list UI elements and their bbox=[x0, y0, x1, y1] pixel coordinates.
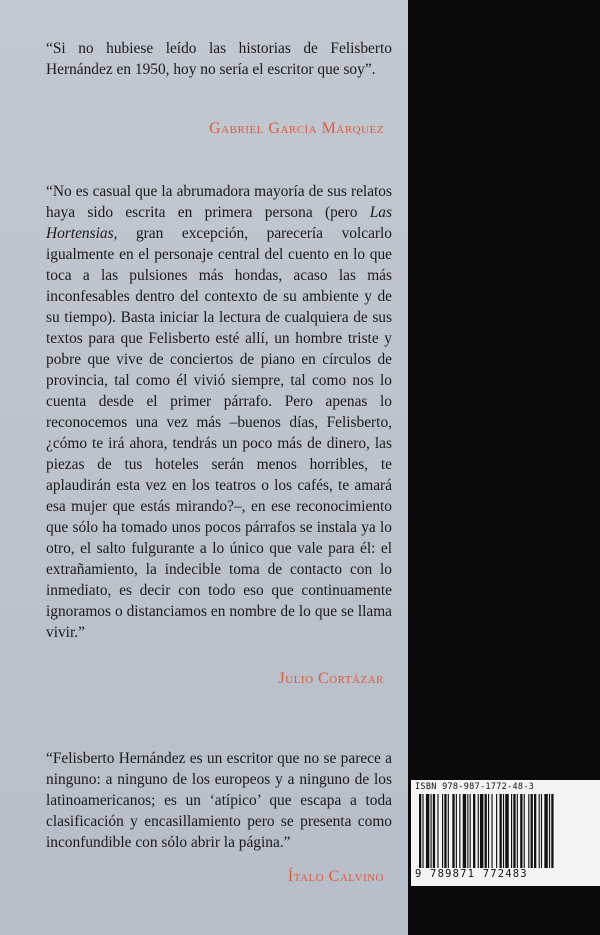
quote-author-calvino: Ítalo Calvino bbox=[287, 868, 384, 885]
barcode-bar bbox=[426, 794, 429, 868]
barcode bbox=[411, 780, 600, 886]
barcode-bar bbox=[539, 794, 540, 868]
quote-text: “Felisberto Hernández es un escritor que no se parece a ninguno: a ninguno de los europeos y a ninguno de los latinoamericanos; es un ‘atípico’ que escapa a toda clasificación y encasillamiento pero se presenta como inconfundible con sólo abrir la página.” bbox=[46, 750, 392, 851]
barcode-bar bbox=[463, 794, 466, 868]
barcode-bar bbox=[549, 794, 550, 868]
quote-garcia-marquez bbox=[46, 38, 392, 80]
barcode-bar bbox=[531, 794, 533, 868]
barcode-bar bbox=[422, 794, 423, 868]
barcode-bar bbox=[452, 794, 454, 868]
quote-text: “Si no hubiese leído las historias de Felisberto Hernández en 1950, hoy no sería el escritor que soy”. bbox=[46, 40, 392, 78]
barcode-bar bbox=[511, 794, 512, 868]
barcode-bar bbox=[431, 794, 432, 868]
barcode-bar bbox=[551, 794, 553, 868]
barcode-bar bbox=[485, 794, 487, 868]
barcode-bar bbox=[544, 794, 547, 868]
barcode-bar bbox=[503, 794, 504, 868]
barcode-bar bbox=[478, 794, 479, 868]
barcode-bar bbox=[419, 794, 421, 868]
book-title: Las Hortensias bbox=[46, 204, 392, 242]
barcode-bar bbox=[505, 794, 508, 868]
barcode-bar bbox=[500, 794, 502, 868]
barcode-bar bbox=[437, 794, 438, 868]
barcode-bar bbox=[513, 794, 515, 868]
barcode-bar bbox=[528, 794, 529, 868]
barcode-bar bbox=[517, 794, 518, 868]
isbn-label: ISBN 978-987-1772-48-3 bbox=[415, 782, 535, 792]
barcode-bar bbox=[456, 794, 457, 868]
barcode-bar bbox=[442, 794, 443, 868]
barcode-bar bbox=[488, 794, 489, 868]
quote-text-part: “No es casual que la abrumadora mayoría de sus relatos haya sido escrita en primera persona (pero bbox=[46, 183, 392, 221]
barcode-bar bbox=[473, 794, 475, 868]
barcode-bar bbox=[433, 794, 435, 868]
barcode-bar bbox=[444, 794, 446, 868]
quote-author-garcia-marquez: Gabriel García Márquez bbox=[209, 120, 384, 137]
barcode-bar bbox=[470, 794, 471, 868]
barcode-bar bbox=[448, 794, 449, 868]
barcode-digits: 9 789871 772483 bbox=[415, 868, 528, 880]
quote-cortazar bbox=[46, 181, 392, 643]
quote-calvino bbox=[46, 748, 392, 853]
quote-author-cortazar: Julio Cortázar bbox=[278, 670, 384, 687]
barcode-bar bbox=[467, 794, 468, 868]
barcode-bar bbox=[491, 794, 492, 868]
barcode-bars bbox=[419, 794, 591, 868]
quote-text bbox=[46, 181, 392, 643]
barcode-bar bbox=[534, 794, 536, 868]
quote-text-part: , gran excepción, parecería volcarlo igualmente en el personaje central del cuento en lo que toca a las pulsiones más hondas, acaso las más inconfesables dentro del contexto de su ambiente y de su tiempo). Basta iniciar la lectura de cualquiera de sus textos para que Felisberto esté allí, un hombre triste y pobre que vive de conciertos de piano en círculos de provincia, tal como él vivió siempre, tal como nos lo cuenta desde el primer párrafo. Pero apenas lo reconocemos una vez más –buenos días, Felisberto, ¿cómo te irá ahora, tendrás un poco más de dinero, las piezas de tus hoteles serán menos horribles, te aplaudirán esta vez en los teatros o los cafés, te amará esa mujer que estás mirando?–, en ese reconocimiento que sólo ha tomado unos pocos párrafos se instala ya lo otro, el salto fulgurante a lo único que vale para él: el extrañamiento, la indecible toma de contacto con lo inmediato, es decir con todo eso que continuamente ignoramos o distanciamos en nombre de lo que se llama vivir.” bbox=[46, 225, 392, 641]
barcode-bar bbox=[480, 794, 483, 868]
barcode-bar bbox=[520, 794, 522, 868]
barcode-bar bbox=[541, 794, 542, 868]
barcode-bar bbox=[496, 794, 497, 868]
barcode-bar bbox=[524, 794, 525, 868]
barcode-bar bbox=[459, 794, 460, 868]
